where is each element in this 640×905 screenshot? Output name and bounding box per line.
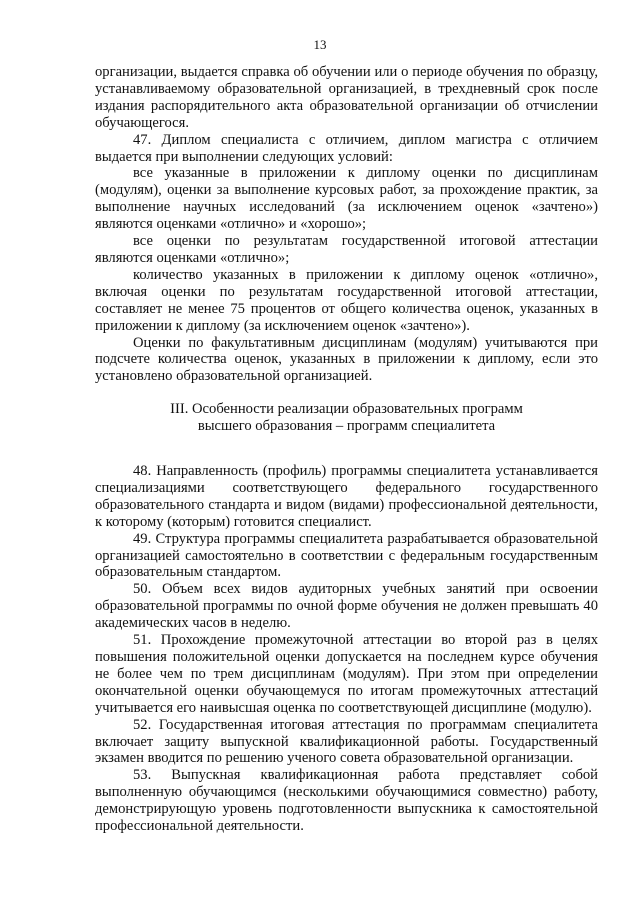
- paragraph-47-note: Оценки по факультативным дисциплинам (модулям) учитываются при подсчете количества оценок, указанных в приложении к диплому, если это установлено образовательной организацией.: [95, 334, 598, 385]
- paragraph-47-condition-1: все указанные в приложении к диплому оценки по дисциплинам (модулям), оценки за выполнение курсовых работ, за прохождение практик, за выполнение научных исследований (за исключением оценок «зачтено») являются оценками «отлично» и «хорошо»;: [95, 165, 598, 233]
- paragraph-continuation: организации, выдается справка об обучении или о периоде обучения по образцу, устанавливаемому образовательной организацией, в трехдневный срок после издания распорядительного акта образовательной организации об отчислении обучающегося.: [95, 64, 598, 131]
- paragraph-49: 49. Структура программы специалитета разрабатывается образовательной организацией самостоятельно в соответствии с федеральным государственным образовательным стандартом.: [95, 530, 598, 581]
- paragraph-47-condition-3: количество указанных в приложении к диплому оценок «отлично», включая оценки по результатам государственной итоговой аттестации, составляет не менее 75 процентов от общего количества оценок, указанных в приложении к диплому (за исключением оценок «зачтено»).: [95, 266, 598, 334]
- section-heading: [95, 401, 598, 435]
- spacer: [95, 435, 598, 463]
- paragraph-53: 53. Выпускная квалификационная работа представляет собой выполненную обучающимся (несколькими обучающимися совместно) работу, демонстрирующую уровень подготовленности выпускника к самостоятельной профессиональной деятельности.: [95, 767, 598, 835]
- paragraph-51: 51. Прохождение промежуточной аттестации во второй раз в целях повышения положительной оценки допускается на последнем курсе обучения не более чем по трем дисциплинам (модулям). При этом при определении окончательной оценки обучающемуся по итогам промежуточных аттестаций учитывается его наивысшая оценка по соответствующей дисциплине (модулю).: [95, 632, 598, 716]
- spacer: [95, 385, 598, 401]
- paragraph-48: 48. Направленность (профиль) программы специалитета устанавливается специализациями соответствующего федерального государственного образовательного стандарта и видом (видами) профессиональной деятельности, к которому (которым) готовится специалист.: [95, 463, 598, 530]
- paragraph-47-condition-2: все оценки по результатам государственной итоговой аттестации являются оценками «отлично»;: [95, 233, 598, 266]
- paragraph-50: 50. Объем всех видов аудиторных учебных занятий при освоении образовательной программы по очной форме обучения не должен превышать 40 академических часов в неделю.: [95, 581, 598, 632]
- section-heading-line-2: высшего образования – программ специалитета: [197, 418, 496, 435]
- paragraph-47: 47. Диплом специалиста с отличием, диплом магистра с отличием выдается при выполнении следующих условий:: [95, 131, 598, 165]
- section-heading-line-1: III. Особенности реализации образовательных программ: [170, 401, 523, 418]
- paragraph-52: 52. Государственная итоговая аттестация по программам специалитета включает защиту выпускной квалификационной работы. Государственный экзамен вводится по решению ученого совета образовательной организации.: [95, 716, 598, 767]
- page-number: 13: [313, 37, 327, 52]
- document-body: [95, 64, 598, 835]
